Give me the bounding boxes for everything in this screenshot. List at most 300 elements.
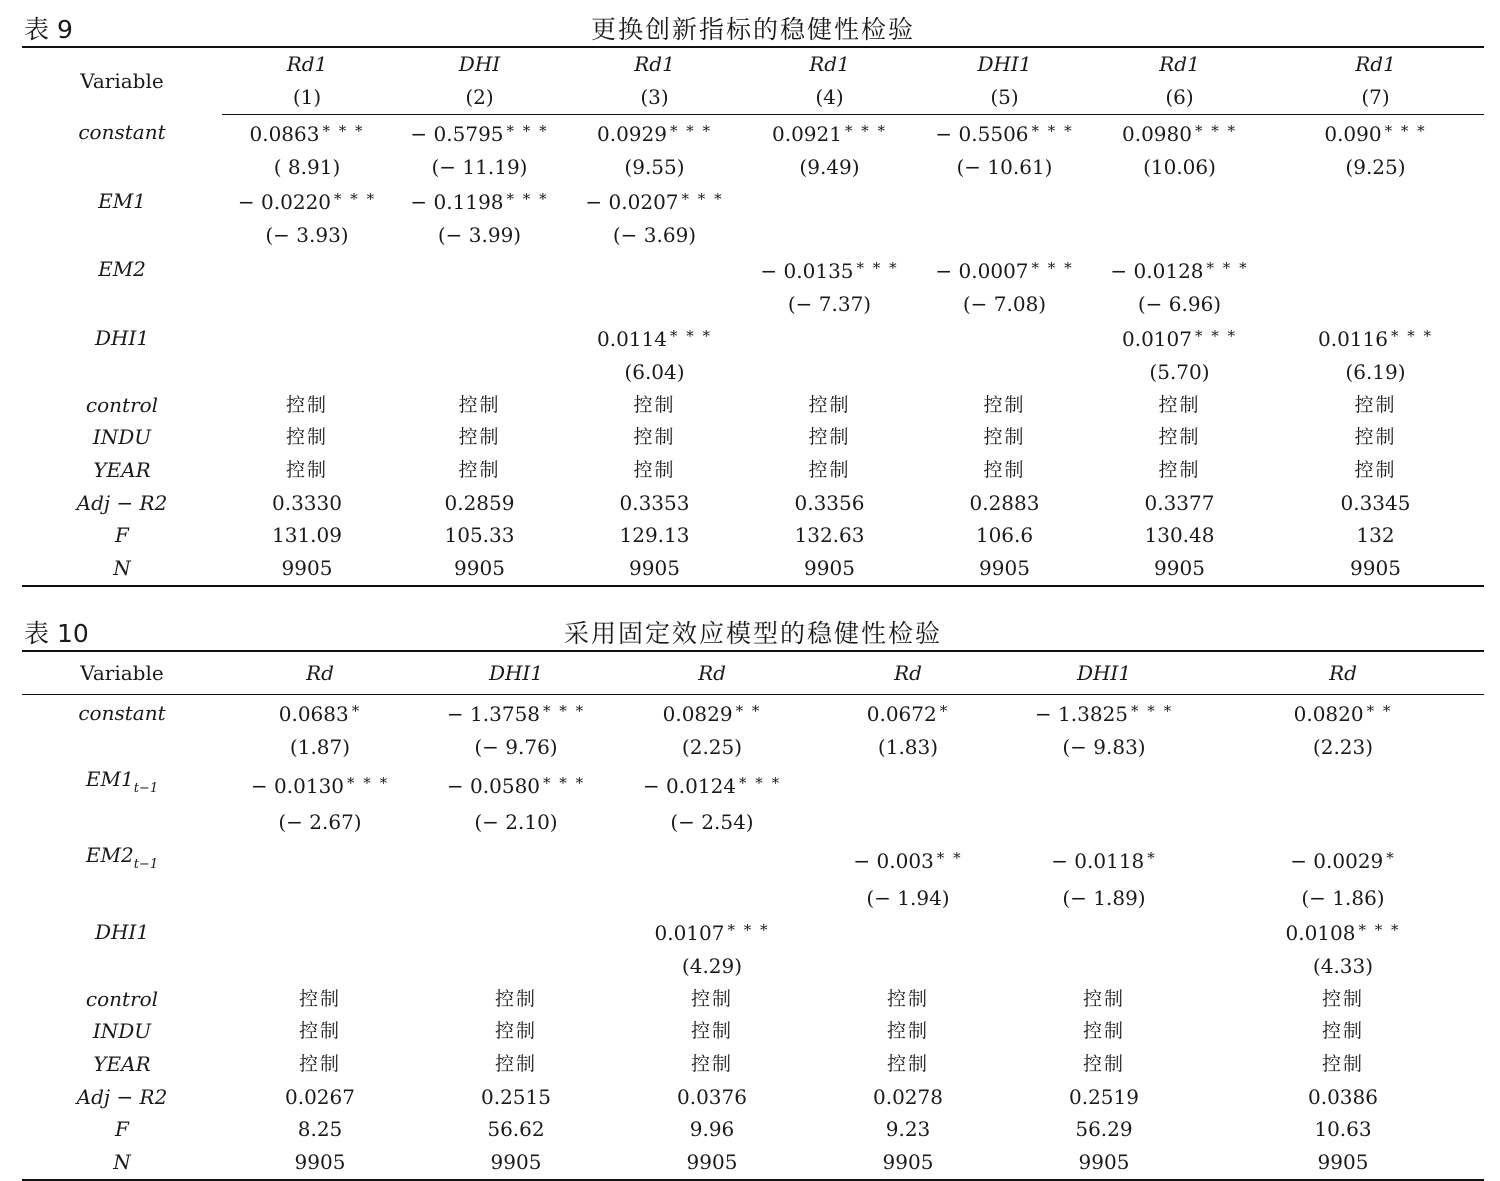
table-cell — [392, 356, 567, 389]
column-number: (1) — [222, 81, 392, 115]
significance-stars: * * * — [1358, 921, 1401, 940]
table-cell: 控制 — [983, 459, 1026, 482]
column-header: Rd — [1202, 651, 1484, 695]
table-cell: (− 3.99) — [437, 223, 522, 248]
table-cell: 控制 — [1082, 1053, 1125, 1076]
table-cell: 9905 — [979, 556, 1030, 581]
table-cell: 129.13 — [619, 523, 690, 548]
significance-stars: * * * — [739, 773, 782, 792]
table-cell — [567, 288, 742, 321]
table-9-caption — [22, 8, 1484, 46]
table-cell: 9905 — [1078, 1150, 1130, 1175]
table-cell: (− 1.89) — [1062, 885, 1146, 910]
significance-stars: * * * — [1131, 702, 1174, 720]
row-label — [22, 219, 222, 252]
table-cell: 控制 — [458, 426, 501, 449]
table-cell: 10.63 — [1314, 1117, 1372, 1142]
column-header: Rd1 — [1355, 52, 1396, 76]
table-cell: 0.0376 — [677, 1084, 747, 1109]
column-header: Rd1 — [1159, 52, 1200, 76]
significance-stars: * * * — [669, 327, 713, 346]
table-cell: 控制 — [690, 1020, 733, 1043]
table-row — [22, 806, 1484, 839]
significance-stars: * * * — [1194, 122, 1238, 140]
table-title: 更换创新指标的稳健性检验 — [590, 15, 915, 44]
column-header: DHI — [458, 52, 501, 76]
table-10-section — [22, 612, 1484, 1181]
table-cell: − 1.3758 * * * — [446, 702, 586, 726]
table-cell: (− 7.08) — [962, 291, 1047, 316]
table-cell — [222, 320, 392, 356]
table-cell: (9.55) — [624, 154, 685, 179]
table-row — [22, 1113, 1484, 1146]
table-cell: 控制 — [285, 459, 328, 482]
table-cell — [1006, 914, 1202, 950]
table-cell: 0.3377 — [1144, 490, 1215, 515]
table-cell: 控制 — [1321, 1053, 1364, 1076]
table-cell: 9905 — [1317, 1150, 1369, 1175]
table-cell — [392, 252, 567, 288]
column-number: (2) — [392, 81, 567, 115]
table-cell: 控制 — [1082, 1020, 1125, 1043]
row-label: N — [113, 556, 131, 581]
table-cell: 控制 — [983, 393, 1026, 416]
table-number: 表 10 — [24, 619, 89, 648]
table-cell: − 0.5506 * * * — [935, 122, 1074, 146]
table-row — [22, 882, 1484, 915]
table-cell: (4.33) — [1312, 953, 1374, 978]
table-cell: 9905 — [454, 556, 505, 581]
significance-stars: * * * — [856, 258, 899, 277]
table-cell: (− 9.76) — [474, 734, 558, 759]
table-cell: 0.3353 — [619, 490, 690, 515]
row-label: F — [115, 1117, 129, 1142]
significance-stars: * * * — [1031, 122, 1074, 140]
lag-subscript: t−1 — [133, 781, 159, 797]
table-cell: 控制 — [458, 393, 501, 416]
significance-stars: * * * — [506, 190, 549, 209]
column-header: DHI1 — [418, 651, 614, 695]
table-cell: 9905 — [281, 556, 333, 581]
table-cell: (− 2.67) — [278, 810, 362, 835]
table-cell: 控制 — [690, 987, 733, 1010]
row-label: $EM1_{t-1}$ — [85, 767, 159, 797]
table-row — [22, 552, 1484, 586]
table-cell: (− 7.37) — [787, 291, 872, 316]
table-cell: − 0.5795 * * * — [410, 122, 549, 146]
table-cell: 0.0980 * * * — [1121, 122, 1238, 146]
table-cell: 9.96 — [689, 1117, 735, 1142]
table-cell: (2.23) — [1312, 734, 1374, 759]
table-cell — [222, 288, 392, 321]
significance-stars: * — [351, 702, 362, 720]
table-row — [22, 914, 1484, 950]
row-label — [22, 356, 222, 389]
table-cell: 0.3330 — [272, 490, 342, 515]
row-label: INDU — [92, 425, 152, 450]
table-row — [22, 389, 1484, 422]
row-label — [22, 288, 222, 321]
table-cell: (9.25) — [1345, 154, 1406, 179]
table-cell: (1.83) — [877, 734, 939, 759]
table-cell — [418, 914, 614, 950]
table-cell: (9.49) — [799, 154, 860, 179]
table-cell: 9905 — [1154, 556, 1205, 581]
table-cell: (− 1.86) — [1301, 885, 1385, 910]
table-cell: 0.0114 * * * — [596, 327, 713, 352]
column-header: DHI1 — [977, 52, 1032, 76]
significance-stars: * * * — [1031, 258, 1074, 277]
table-cell: 9905 — [686, 1150, 738, 1175]
table-row — [22, 115, 1484, 151]
table-cell: (− 3.69) — [612, 223, 697, 248]
variable-header: Variable — [80, 68, 164, 93]
table-cell: 0.0829 * * — [662, 702, 762, 726]
table-cell: − 0.003 * * — [853, 849, 963, 874]
significance-stars: * * * — [506, 122, 549, 140]
table-cell — [742, 356, 917, 389]
table-cell: 56.29 — [1075, 1117, 1133, 1142]
table-cell — [222, 356, 392, 389]
table-cell: 9905 — [1350, 556, 1401, 581]
table-cell: 0.0921 * * * — [771, 122, 888, 146]
table-cell: 控制 — [1354, 426, 1397, 449]
table-cell — [614, 839, 810, 882]
table-cell: (6.19) — [1345, 359, 1406, 384]
table-cell — [222, 882, 418, 915]
table-cell: 9905 — [882, 1150, 934, 1175]
table-cell — [917, 219, 1092, 252]
table-cell: 控制 — [285, 393, 328, 416]
significance-stars: * * — [936, 849, 963, 868]
table-cell: − 0.1198 * * * — [410, 190, 549, 215]
table-cell: 56.62 — [487, 1117, 545, 1142]
table-cell — [742, 219, 917, 252]
table-cell: 控制 — [808, 426, 851, 449]
table-row — [22, 356, 1484, 389]
row-label: control — [85, 986, 159, 1011]
row-label: N — [113, 1150, 131, 1175]
table-row — [22, 454, 1484, 487]
table-body — [22, 695, 1484, 1180]
significance-stars: * * * — [727, 921, 770, 940]
row-label — [22, 950, 222, 983]
table-cell: 0.0267 — [285, 1084, 355, 1109]
row-label: INDU — [92, 1019, 152, 1044]
table-cell — [1006, 950, 1202, 983]
table-cell: 9905 — [804, 556, 855, 581]
column-number: (3) — [567, 81, 742, 115]
table-row — [22, 252, 1484, 288]
column-number: (7) — [1267, 81, 1484, 115]
table-cell — [810, 763, 1006, 806]
column-header: Rd1 — [809, 52, 850, 76]
table-cell: 0.3345 — [1340, 490, 1411, 515]
significance-stars: * * * — [1206, 258, 1249, 277]
table-cell: − 0.0207 * * * — [585, 190, 724, 215]
table-cell: 控制 — [298, 1020, 341, 1043]
table-row — [22, 695, 1484, 731]
table-title: 采用固定效应模型的稳健性检验 — [563, 619, 942, 648]
table-cell: − 1.3825 * * * — [1034, 702, 1174, 726]
table-cell — [1092, 183, 1267, 219]
table-cell — [742, 183, 917, 219]
table-row — [22, 421, 1484, 454]
table-cell: 控制 — [1158, 393, 1201, 416]
table-cell — [222, 839, 418, 882]
column-number: (5) — [917, 81, 1092, 115]
table-cell: 0.0863 * * * — [249, 122, 365, 146]
table-cell: 0.2515 — [481, 1084, 551, 1109]
table-cell: 控制 — [298, 1053, 341, 1076]
row-label: YEAR — [93, 458, 151, 483]
table-9-section — [22, 8, 1484, 587]
row-label: EM2 — [98, 257, 146, 282]
significance-stars: * — [939, 702, 950, 720]
column-number: (4) — [742, 81, 917, 115]
table-cell: 控制 — [886, 1053, 929, 1076]
table-cell: 0.090 * * * — [1324, 122, 1427, 146]
table-row — [22, 151, 1484, 184]
row-label — [22, 882, 222, 915]
table-cell: − 0.0135 * * * — [760, 258, 899, 283]
table-cell: (− 6.96) — [1137, 291, 1222, 316]
row-label — [22, 151, 222, 184]
table-cell — [418, 839, 614, 882]
column-header: Rd — [810, 651, 1006, 695]
table-cell: 控制 — [633, 393, 676, 416]
table-cell — [810, 950, 1006, 983]
table-cell — [742, 320, 917, 356]
significance-stars: * * * — [322, 122, 365, 140]
table-cell: (4.29) — [681, 953, 743, 978]
table-cell: 0.0820 * * — [1293, 702, 1393, 726]
row-label: constant — [78, 120, 166, 145]
table-cell — [418, 950, 614, 983]
table-cell: 9905 — [490, 1150, 542, 1175]
significance-stars: * — [1386, 849, 1396, 868]
row-label: Adj − R2 — [76, 490, 168, 515]
row-label: $EM2_{t-1}$ — [85, 842, 159, 872]
significance-stars: * * * — [669, 122, 713, 140]
row-label: Adj − R2 — [76, 1084, 168, 1109]
table-cell: 0.0107 * * * — [654, 921, 770, 946]
table-cell: 106.6 — [975, 523, 1034, 548]
table-cell: 0.0278 — [873, 1084, 943, 1109]
table-cell: 控制 — [886, 1020, 929, 1043]
table-cell: 0.2859 — [444, 490, 515, 515]
table-cell: 控制 — [1158, 426, 1201, 449]
table-cell: 130.48 — [1144, 523, 1215, 548]
table-cell: 8.25 — [297, 1117, 343, 1142]
table-cell — [222, 252, 392, 288]
table-cell: − 0.0130 * * * — [250, 773, 390, 798]
table-row — [22, 1048, 1484, 1081]
table-cell: − 0.0007 * * * — [935, 258, 1074, 283]
significance-stars: * * * — [543, 773, 586, 792]
table-cell: 控制 — [983, 426, 1026, 449]
table-cell: 控制 — [494, 1020, 537, 1043]
table-cell: 控制 — [690, 1053, 733, 1076]
table-cell — [1267, 183, 1484, 219]
table-row — [22, 839, 1484, 882]
regression-table — [22, 650, 1484, 1181]
table-cell: 0.0116 * * * — [1317, 327, 1434, 352]
table-cell: 控制 — [633, 426, 676, 449]
regression-table — [22, 46, 1484, 587]
lag-subscript: t−1 — [133, 856, 159, 872]
table-cell — [614, 882, 810, 915]
table-cell: 0.0107 * * * — [1121, 327, 1238, 352]
table-cell — [810, 914, 1006, 950]
table-cell: 控制 — [1321, 987, 1364, 1010]
table-cell: 控制 — [1354, 393, 1397, 416]
table-cell: 0.0108 * * * — [1285, 921, 1401, 946]
table-cell: 控制 — [1082, 987, 1125, 1010]
row-label — [22, 806, 222, 839]
table-row — [22, 320, 1484, 356]
column-header: Rd1 — [286, 52, 328, 76]
table-cell: (− 9.83) — [1062, 734, 1146, 759]
table-cell: (− 10.61) — [956, 154, 1053, 179]
table-cell: 控制 — [633, 459, 676, 482]
row-label: constant — [78, 700, 166, 725]
table-cell — [567, 252, 742, 288]
table-cell: 控制 — [285, 426, 328, 449]
significance-stars: * * * — [1384, 122, 1427, 140]
table-row — [22, 983, 1484, 1016]
significance-stars: * * * — [334, 190, 377, 209]
table-cell — [1202, 763, 1484, 806]
row-label: EM1 — [98, 188, 146, 213]
row-label: DHI1 — [94, 325, 150, 350]
table-cell: 控制 — [808, 393, 851, 416]
table-cell — [810, 806, 1006, 839]
table-cell: 132 — [1356, 523, 1395, 548]
table-cell: 105.33 — [444, 523, 515, 548]
table-row — [22, 1015, 1484, 1048]
table-cell: 9905 — [629, 556, 680, 581]
table-row — [22, 288, 1484, 321]
table-cell: (6.04) — [624, 359, 685, 384]
table-cell: 0.0672 * — [866, 702, 950, 726]
table-row — [22, 219, 1484, 252]
table-cell: 控制 — [1354, 459, 1397, 482]
table-cell: 0.3356 — [794, 490, 865, 515]
table-cell: (− 3.93) — [265, 223, 349, 248]
table-cell: (1.87) — [289, 734, 351, 759]
table-row — [22, 519, 1484, 552]
significance-stars: * — [1147, 849, 1157, 868]
table-cell: 控制 — [808, 459, 851, 482]
variable-header: Variable — [22, 651, 222, 695]
table-row — [22, 731, 1484, 764]
table-cell — [1092, 219, 1267, 252]
table-cell: (5.70) — [1149, 359, 1210, 384]
table-body — [22, 115, 1484, 586]
table-cell: 0.2883 — [969, 490, 1040, 515]
table-cell: 0.0386 — [1308, 1084, 1378, 1109]
column-header: DHI1 — [1006, 651, 1202, 695]
table-cell: 0.0683 * — [278, 702, 362, 726]
table-cell: 0.2519 — [1069, 1084, 1139, 1109]
table-cell: (− 1.94) — [866, 885, 950, 910]
table-row — [22, 950, 1484, 983]
table-cell — [1202, 806, 1484, 839]
significance-stars: * * — [735, 702, 762, 720]
table-cell: − 0.0220 * * * — [237, 190, 377, 215]
significance-stars: * * — [1366, 702, 1393, 720]
table-cell: (− 2.54) — [670, 810, 754, 835]
table-cell: 控制 — [494, 1053, 537, 1076]
table-cell: 9.23 — [885, 1117, 931, 1142]
table-cell — [1006, 806, 1202, 839]
table-row — [22, 487, 1484, 520]
table-cell — [1267, 288, 1484, 321]
table-cell — [392, 320, 567, 356]
table-row — [22, 183, 1484, 219]
column-header: Rd — [614, 651, 810, 695]
table-cell: − 0.0580 * * * — [446, 773, 586, 798]
table-cell: − 0.0029 * — [1290, 849, 1396, 874]
table-cell: 控制 — [1158, 459, 1201, 482]
significance-stars: * * * — [844, 122, 888, 140]
table-cell: 控制 — [298, 987, 341, 1010]
table-cell: (2.25) — [681, 734, 743, 759]
table-cell: 131.09 — [272, 523, 342, 548]
row-label — [22, 731, 222, 764]
table-cell — [917, 320, 1092, 356]
column-header: Rd — [222, 651, 418, 695]
table-cell: 9905 — [294, 1150, 346, 1175]
table-cell: 控制 — [494, 987, 537, 1010]
table-cell — [222, 914, 418, 950]
column-header: Rd1 — [634, 52, 675, 76]
table-cell — [1006, 763, 1202, 806]
table-cell — [917, 183, 1092, 219]
table-cell — [1267, 219, 1484, 252]
significance-stars: * * * — [543, 702, 586, 720]
row-label: DHI1 — [94, 919, 150, 944]
significance-stars: * * * — [681, 190, 724, 209]
table-cell: (− 2.10) — [474, 810, 558, 835]
significance-stars: * * * — [1390, 327, 1434, 346]
table-row — [22, 763, 1484, 806]
table-cell: 132.63 — [794, 523, 865, 548]
table-cell: (− 11.19) — [431, 154, 528, 179]
significance-stars: * * * — [347, 773, 390, 792]
table-row — [22, 1081, 1484, 1114]
table-number: 表 9 — [24, 15, 73, 44]
table-row — [22, 1146, 1484, 1180]
table-cell: 控制 — [1321, 1020, 1364, 1043]
table-cell — [1267, 252, 1484, 288]
row-label: F — [115, 523, 129, 548]
significance-stars: * * * — [1194, 327, 1238, 346]
column-number: (6) — [1092, 81, 1267, 115]
table-cell: 控制 — [458, 459, 501, 482]
table-cell: − 0.0118 * — [1051, 849, 1157, 874]
table-cell: − 0.0124 * * * — [642, 773, 782, 798]
table-cell: (10.06) — [1143, 154, 1216, 179]
table-cell: − 0.0128 * * * — [1110, 258, 1249, 283]
table-cell — [418, 882, 614, 915]
row-label: control — [85, 392, 159, 417]
table-cell — [917, 356, 1092, 389]
table-cell: 控制 — [886, 987, 929, 1010]
table-10-caption — [22, 612, 1484, 650]
table-cell — [392, 288, 567, 321]
